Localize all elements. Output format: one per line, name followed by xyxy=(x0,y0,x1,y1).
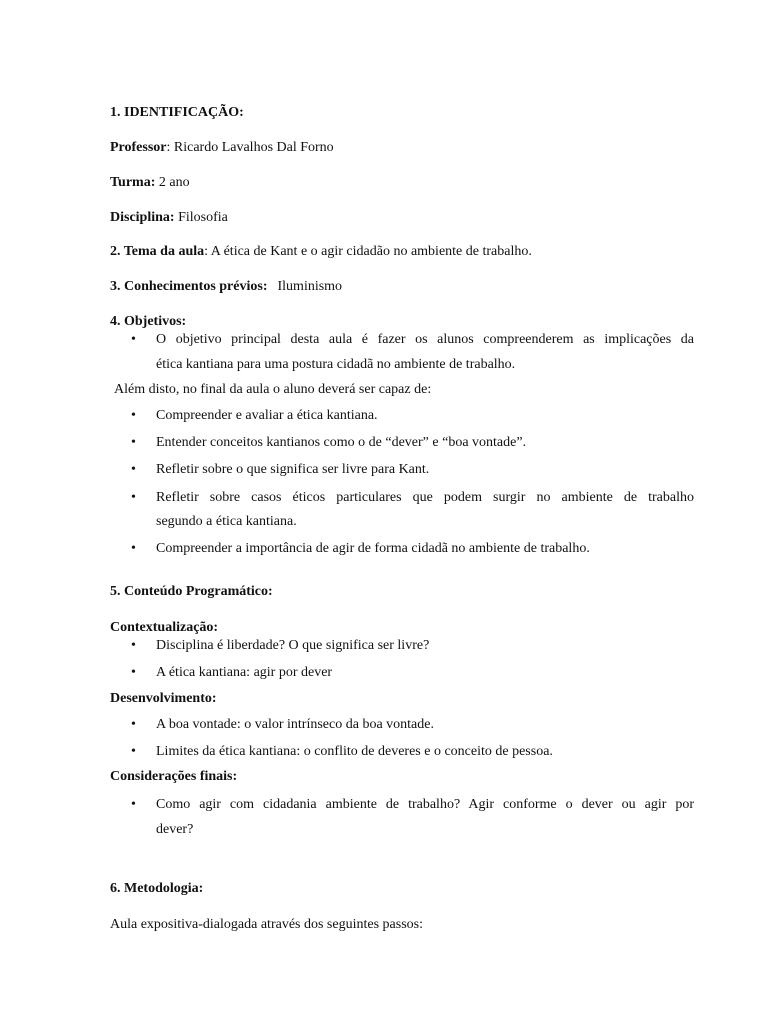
conteudo-heading: 5. Conteúdo Programático: xyxy=(110,584,273,599)
metodologia-text: Aula expositiva-dialogada através dos seguintes passos: xyxy=(110,917,423,932)
conhecimentos-line: 3. Conhecimentos prévios: Iluminismo xyxy=(110,279,343,294)
bullet: • xyxy=(131,638,136,653)
objetivo-principal-line2: ética kantiana para uma postura cidadã no ambiente de trabalho. xyxy=(156,357,516,372)
objetivo-item-continuation: segundo a ética kantiana. xyxy=(156,514,297,529)
bullet: • xyxy=(131,797,136,812)
consideracoes-line1: Como agir com cidadania ambiente de trabalho? Agir conforme o dever ou agir por xyxy=(156,797,694,812)
objetivo-item: Refletir sobre o que significa ser livre para Kant. xyxy=(156,462,430,477)
bullet: • xyxy=(131,541,136,556)
bullet: • xyxy=(131,462,136,477)
objetivo-item: Entender conceitos kantianos como o de “dever” e “boa vontade”. xyxy=(156,435,527,450)
bullet: • xyxy=(131,665,136,680)
contextualizacao-heading: Contextualização: xyxy=(110,620,219,635)
objetivos-heading: 4. Objetivos: xyxy=(110,314,187,329)
section-heading-identificacao: 1. IDENTIFICAÇÃO: xyxy=(110,105,244,120)
objetivo-item: Compreender e avaliar a ética kantiana. xyxy=(156,408,378,423)
desenvolvimento-heading: Desenvolvimento: xyxy=(110,691,217,706)
consideracoes-heading: Considerações finais: xyxy=(110,769,238,784)
bullet: • xyxy=(131,332,136,347)
consideracoes-line2: dever? xyxy=(156,822,194,837)
objetivo-item: Refletir sobre casos éticos particulares que podem surgir no ambiente de trabalho xyxy=(156,490,694,505)
metodologia-heading: 6. Metodologia: xyxy=(110,881,204,896)
desenvolvimento-item: A boa vontade: o valor intrínseco da boa vontade. xyxy=(156,717,434,732)
desenvolvimento-item: Limites da ética kantiana: o conflito de deveres e o conceito de pessoa. xyxy=(156,744,553,759)
objetivos-intro: Além disto, no final da aula o aluno deverá ser capaz de: xyxy=(114,382,432,397)
tema-line: 2. Tema da aula: A ética de Kant e o agir cidadão no ambiente de trabalho. xyxy=(110,244,532,259)
objetivo-principal-line1: O objetivo principal desta aula é fazer os alunos compreenderem as implicações da xyxy=(156,332,694,347)
objetivo-item: Compreender a importância de agir de forma cidadã no ambiente de trabalho. xyxy=(156,541,590,556)
turma-line: Turma: 2 ano xyxy=(110,175,190,190)
disciplina-line: Disciplina: Filosofia xyxy=(110,210,228,225)
bullet: • xyxy=(131,408,136,423)
bullet: • xyxy=(131,744,136,759)
contextualizacao-item: Disciplina é liberdade? O que significa ser livre? xyxy=(156,638,430,653)
professor-line: Professor: Ricardo Lavalhos Dal Forno xyxy=(110,140,334,155)
bullet: • xyxy=(131,435,136,450)
bullet: • xyxy=(131,490,136,505)
bullet: • xyxy=(131,717,136,732)
contextualizacao-item: A ética kantiana: agir por dever xyxy=(156,665,333,680)
